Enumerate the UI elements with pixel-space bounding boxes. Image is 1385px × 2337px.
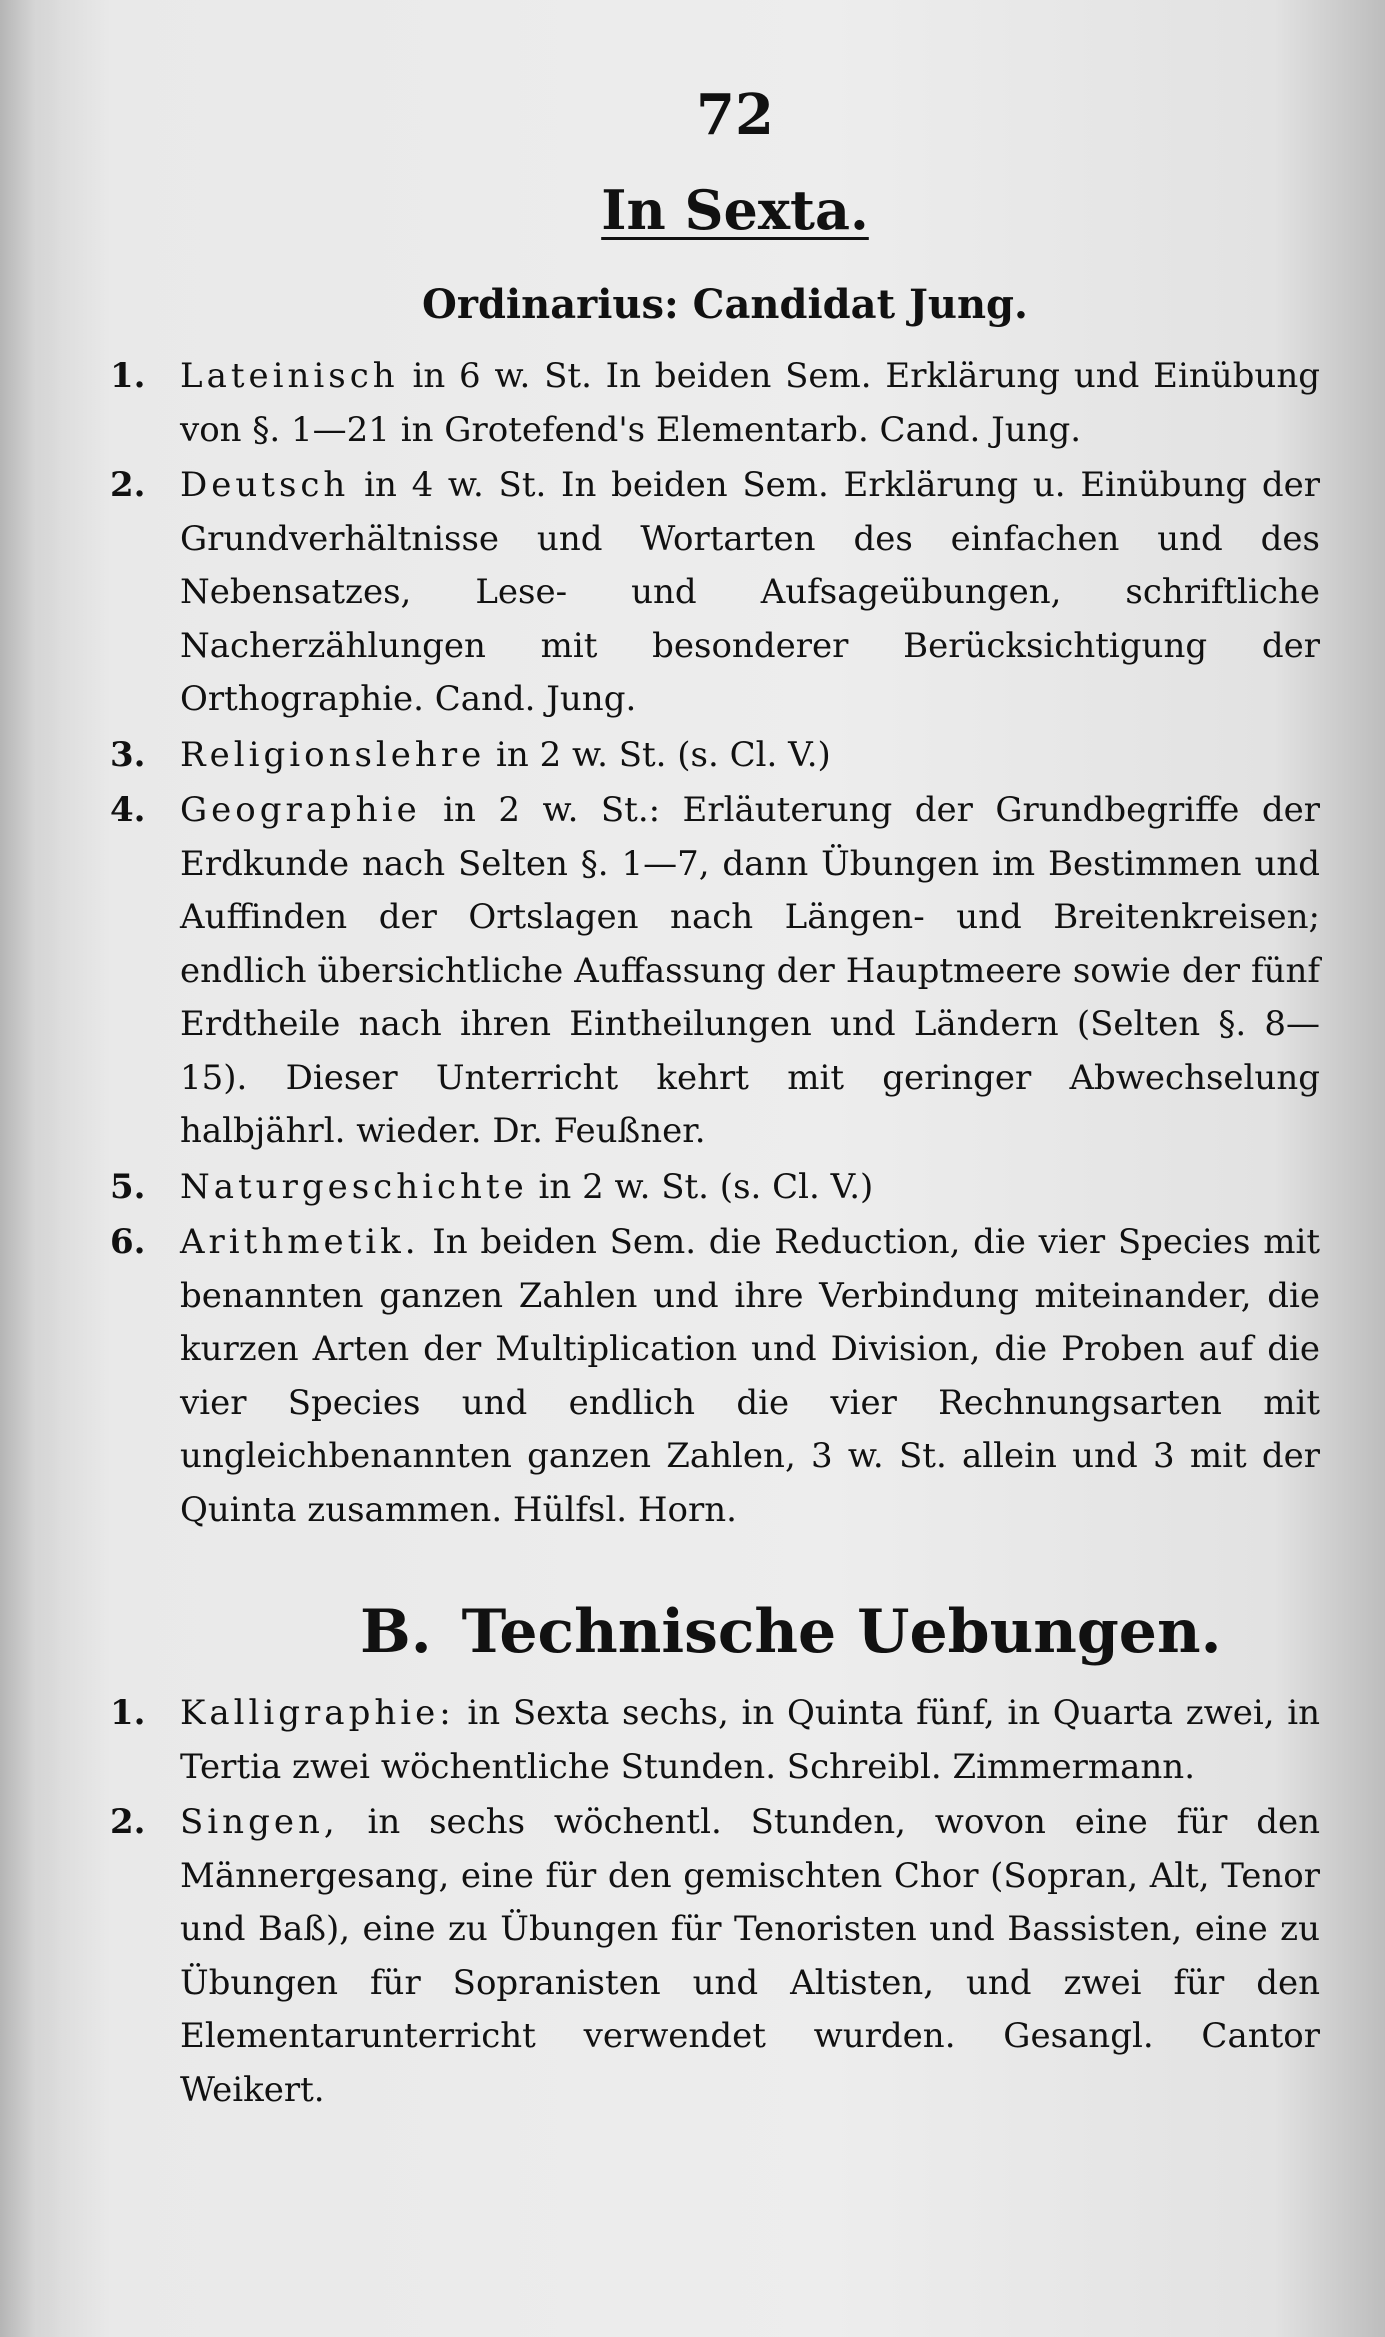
course-item-arithmetic (110, 1216, 1320, 1537)
course-item-german (110, 459, 1320, 727)
item-text: in 2 w. St.: Erläuterung der Grundbegriffe der Erdkunde nach Selten §. 1—7, dann Übungen im Bestimmen und Auffinden der Ortslagen nach Längen- und Breitenkreisen; endlich übersichtliche Auffassung der Hauptmeere sowie der fünf Erdtheile nach ihren Eintheilungen und Ländern (Selten §. 8—15). Dieser Unterricht kehrt mit geringer Abwechselung halbjährl. wieder. Dr. Feußner. (180, 790, 1320, 1151)
item-text: in 6 w. St. In beiden Sem. Erklärung und Einübung von §. 1—21 in Grotefend's Elementarb. Cand. Jung. (180, 356, 1320, 450)
item-number: 1. (110, 356, 146, 396)
item-subject: Religionslehre (180, 734, 486, 775)
item-text: in Sexta sechs, in Quinta fünf, in Quarta zwei, in Tertia zwei wöchentliche Stunden. Schreibl. Zimmermann. (180, 1693, 1320, 1787)
section-b-title: Technische Uebungen. (461, 1597, 1222, 1667)
item-number: 1. (110, 1693, 146, 1733)
page-content (110, 70, 1320, 2119)
page-number: 72 (696, 82, 774, 148)
item-subject: Arithmetik. (180, 1222, 420, 1262)
item-subject: Kalligraphie: (180, 1693, 455, 1733)
item-text: in sechs wöchentl. Stunden, wovon eine für den Männergesang, eine für den gemischten Chor (Sopran, Alt, Tenor und Baß), eine zu Übungen für Tenoristen und Bassisten, eine zu Übungen für Sopranisten und Altisten, und zwei für den Elementarunterricht verwendet wurden. Gesangl. Cantor Weikert. (180, 1802, 1320, 2110)
item-text: in 4 w. St. In beiden Sem. Erklärung u. Einübung der Grundverhältnisse und Wortarten des einfachen und des Nebensatzes, Lese- und Aufsageübungen, schriftliche Nacherzählungen mit besonderer Berücksichtigung der Orthographie. Cand. Jung. (180, 465, 1320, 719)
technical-item-singing (110, 1796, 1320, 2117)
item-number: 2. (110, 1802, 146, 1842)
item-subject: Geographie (180, 790, 421, 830)
item-text: in 2 w. St. (s. Cl. V.) (485, 734, 831, 775)
course-item-religion (110, 729, 1320, 783)
course-item-latin (110, 350, 1320, 457)
item-subject: Naturgeschichte (180, 1166, 528, 1207)
item-number: 4. (110, 790, 146, 830)
item-number: 5. (110, 1166, 146, 1207)
section-title: In Sexta. (601, 178, 869, 242)
page-fold-shadow (0, 0, 60, 2337)
course-item-natural-history (110, 1161, 1320, 1215)
item-text: in 2 w. St. (s. Cl. V.) (527, 1166, 874, 1207)
section-b-letter: B. (360, 1597, 432, 1667)
ordinarius-line: Ordinarius: Candidat Jung. (422, 281, 1028, 328)
item-subject: Singen, (180, 1802, 339, 1842)
item-subject: Deutsch (180, 465, 350, 505)
item-number: 2. (110, 465, 146, 505)
course-item-geography (110, 784, 1320, 1159)
item-subject: Lateinisch (180, 356, 399, 396)
item-text: In beiden Sem. die Reduction, die vier Species mit benannten ganzen Zahlen und ihre Verbindung miteinander, die kurzen Arten der Multiplication und Division, die Proben auf die vier Species und endlich die vier Rechnungsarten mit ungleichbenannten ganzen Zahlen, 3 w. St. allein und 3 mit der Quinta zusammen. Hülfsl. Horn. (180, 1222, 1320, 1530)
technical-item-calligraphy (110, 1687, 1320, 1794)
item-number: 6. (110, 1222, 146, 1262)
item-number: 3. (110, 734, 146, 775)
section-b-heading (110, 1577, 1320, 1687)
